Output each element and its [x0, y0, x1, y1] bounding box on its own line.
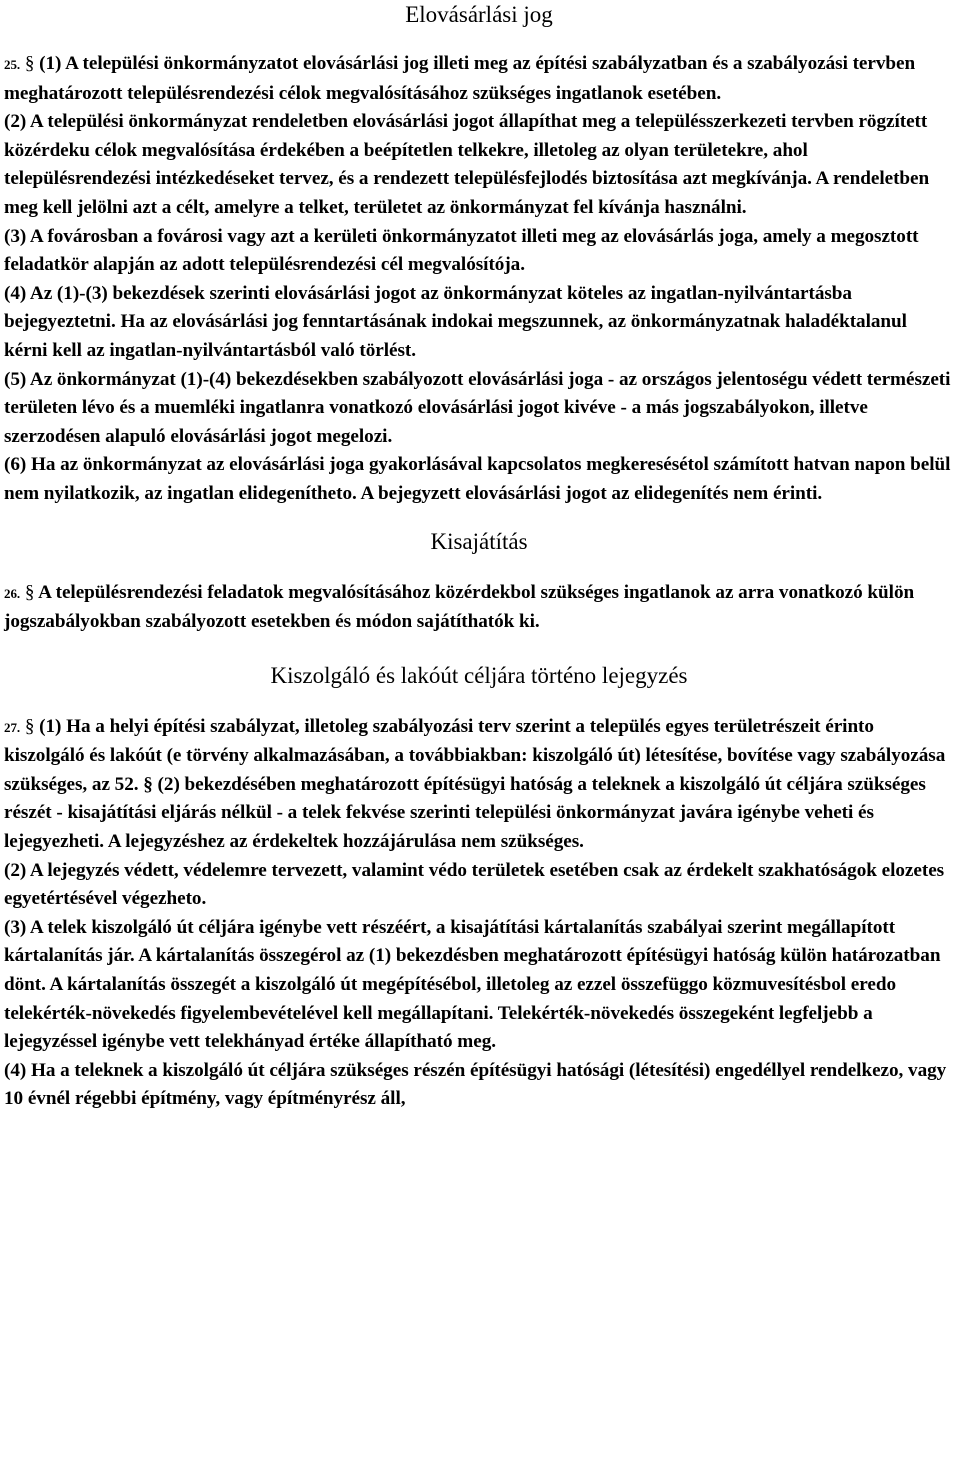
section-sign: § — [24, 581, 35, 603]
paragraph-text: (1) A települési önkormányzatot elovásárlási jog illeti meg az építési szabályzatban és a szabályozási tervben meghatározott településrendezési célok megvalósításához szükséges ingatlanok esetében. — [4, 53, 916, 104]
section-number: 26. — [4, 585, 21, 601]
section-title-kisajatitas: Kisajátítás — [430, 528, 528, 554]
section-25-paragraph-2: (2) A települési önkormányzat rendeletben elovásárlási jogot állapíthat meg a településszerkezeti tervben rögzített közérdeku célok megvalósítása érdekében a beépítetlen telkekre, illetoleg az olyan területekre, ahol településrendezési intézkedéseket tervez, és a rendezett településfejlodés biztosítása azt megkívánja. A rendeletben meg kell jelölni azt a célt, amelyre a telket, területet az önkormányzat fel kívánja használni. — [4, 111, 930, 218]
section-title-elovasarlasi-jog: Elovásárlási jog — [405, 2, 553, 27]
section-25-paragraph-4: (4) Az (1)-(3) bekezdések szerinti elovásárlási jogot az önkormányzat köteles az ingatlan-nyilvántartásba bejegyeztetni. Ha az elovásárlási jog fenntartásának indokai megszunnek, az önkormányzatnak haladéktalanul kérni kell az ingatlan-nyilvántartásból való törlést. — [4, 282, 907, 361]
section-27-paragraph-4: (4) Ha a teleknek a kiszolgáló út céljára szükséges részén építésügyi hatósági (létesítési) engedéllyel rendelkezo, vagy 10 évnél régebbi építmény, vagy építményrész áll, — [4, 1059, 947, 1110]
section-number: 25. — [4, 57, 21, 72]
section-26-paragraph-1 — [4, 579, 954, 637]
section-25-paragraph-3: (3) A fovárosban a fovárosi vagy azt a kerületi önkormányzatot illeti meg az elovásárlás joga, amely a megosztott feladatkör alapján az adott településrendezési cél megvalósítója. — [4, 225, 919, 276]
paragraph-text: A településrendezési feladatok megvalósításához közérdekbol szükséges ingatlanok az arra vonatkozó külön jogszabályokban szabályozott esetekben és módon sajátíthatók ki. — [4, 581, 915, 633]
section-27-paragraph-1 — [4, 713, 954, 857]
section-title-lejegyzes: Kiszolgáló és lakóút céljára történo lejegyzés — [270, 662, 688, 688]
section-27-paragraph-3: (3) A telek kiszolgáló út céljára igénybe vett részéért, a kisajátítási kártalanítás szabályai szerint megállapított kártalanítás jár. A kártalanítás összegérol az (1) bekezdésben meghatározott építésügyi hatóság külön határozatban dönt. A kártalanítás összegét a kiszolgáló út megépítésébol, illetoleg az ezzel összefüggo közmuvesítésbol eredo telekérték-növekedés figyelembevételével kell megállapítani. Telekérték-növekedés összegeként legfeljebb a lejegyzéssel igénybe vett telekhányad értéke állapítható meg. — [4, 916, 941, 1053]
paragraph-text: (1) Ha a helyi építési szabályzat, illetoleg szabályozási terv szerint a település egyes területrészeit érinto kiszolgáló és lakóút (e törvény alkalmazásában, a továbbiakban: kiszolgáló út) létesítése, bovítése vagy szabályozása szükséges, az 52. § (2) bekezdésében meghatározott építésügyi hatóság a teleknek a kiszolgáló út céljára szükséges részét - kisajátítási eljárás nélkül - a telek fekvése szerinti települési önkormányzat javára igénybe veheti és lejegyezheti. A lejegyzéshez az érdekeltek hozzájárulása nem szükséges. — [4, 715, 946, 853]
section-27-paragraph-2: (2) A lejegyzés védett, védelemre tervezett, valamint védo területek esetében csak az érdekelt szakhatóságok elozetes egyetértésével végezheto. — [4, 859, 945, 910]
section-sign: § — [24, 53, 35, 74]
section-sign: § — [24, 715, 35, 737]
section-25-paragraph-6: (6) Ha az önkormányzat az elovásárlási joga gyakorlásával kapcsolatos megkeresésétol számított hatvan napon belül nem nyilatkozik, az ingatlan elidegenítheto. A bejegyzett elovásárlási jogot az elidegenítés nem érinti. — [4, 454, 951, 504]
section-25-paragraph-5: (5) Az önkormányzat (1)-(4) bekezdésekben szabályozott elovásárlási joga - az országos jelentoségu védett természeti területen lévo és a muemléki ingatlanra vonatkozó elovásárlási jogot kivéve - a más jogszabályokon, illetve szerzodésen alapuló elovásárlási jogot megelozi. — [4, 368, 951, 447]
section-25-paragraph-1 — [4, 50, 954, 108]
section-number: 27. — [4, 719, 21, 735]
